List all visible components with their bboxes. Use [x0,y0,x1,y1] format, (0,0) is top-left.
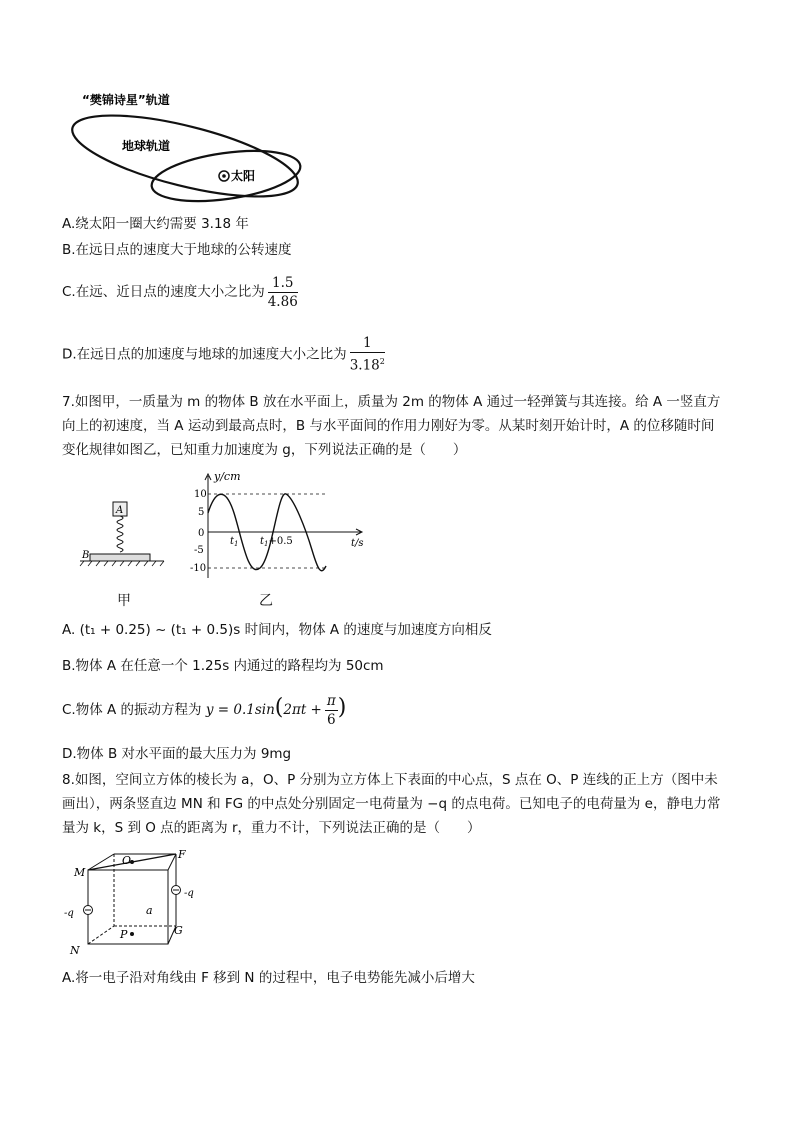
earth-orbit [149,143,304,209]
y-axis-label: y/cm [214,470,241,483]
tick-10: 10 [194,489,207,500]
q6-option-c-fraction: $\frac{1.5}{4.86}$ [267,274,298,310]
q7-option-c: C.物体 A 的振动方程为 y = 0.1sin(2πt + $\frac{\pi}{6}$ ) [62,692,347,728]
tick-0: 0 [198,528,205,539]
q8-stem: 8.如图，空间立方体的棱长为 a，O、P 分别为立方体上下表面的中心点，S 点在 O、P 连线的正上方（图中未画出），两条竖直边 MN 和 FG 的中点处分别固定一电荷量为 −q 的点电荷。已知电子的电荷量为 e，静电力常量为 k，S 到 O 点的距离为 r，重力不计，下列说法正确的是（ ） [62,772,721,836]
q7-eq-fraction: $\frac{\pi}{6}$ [326,692,336,728]
block-b-label: B [82,550,90,561]
comet-orbit [65,99,305,213]
vertex-m-label: M [74,866,86,879]
cube-figure [62,848,202,960]
figure-yi-caption: 乙 [259,593,273,609]
q7-eq-left: y = 0.1sin [205,702,275,718]
q7-option-b: B.物体 A 在任意一个 1.25s 内通过的路程均为 50cm [62,658,384,674]
q6-option-d-text: D.在远日点的加速度与地球的加速度大小之比为 [62,346,347,363]
x-axis-label: t/s [351,538,364,549]
tick-neg5: -5 [194,545,204,556]
q7-eq-inner: 2πt + [283,702,322,718]
edge-a-label: a [146,904,153,917]
q6-option-b: B.在远日点的速度大于地球的公转速度 [62,242,292,258]
displacement-graph [186,470,366,580]
figure-jia-caption: 甲 [117,593,131,609]
q6-option-d-fraction: $\frac{1}{3.18^2}$ [349,335,385,374]
vertex-f-label: F [178,848,186,861]
q7-option-a: A. (t₁ + 0.25) ~ (t₁ + 0.5)s 时间内，物体 A 的速度与加速度方向相反 [62,622,492,638]
tick-neg10: -10 [190,563,207,574]
charge-left-label: -q [64,908,74,919]
q7-stem: 7.如图甲，一质量为 m 的物体 B 放在水平面上，质量为 2m 的物体 A 通过一轻弹簧与其连接。给 A 一竖直方向上的初速度，当 A 运动到最高点时，B 与水平面间的作用力刚好为零。从某时刻开始计时，A 的位移随时间变化规律如图乙，已知重力加速度为 g，下列说法正确的是（ ） [62,394,721,458]
vertex-g-label: G [174,924,183,937]
point-p-label: P [120,928,128,941]
tick-5: 5 [198,507,205,518]
q7-option-d: D.物体 B 对水平面的最大压力为 9mg [62,746,292,762]
t1-plus-label: $t_1+0.5$ [260,536,293,548]
earth-orbit-label: 地球轨道 [122,139,171,153]
q6-option-c [62,272,298,312]
q6-option-a: A.绕太阳一圈大约需要 3.18 年 [62,216,249,232]
charge-right-label: -q [184,888,194,899]
spring-figure [78,498,178,578]
block-a-label: A [116,505,124,516]
comet-orbit-label: “樊锦诗星”轨道 [82,93,170,107]
vertex-n-label: N [70,944,80,957]
sun-label: 太阳 [231,169,256,183]
q8-option-a: A.将一电子沿对角线由 F 移到 N 的过程中，电子电势能先减小后增大 [62,970,475,986]
q6-option-c-text: C.在远、近日点的速度大小之比为 [62,284,265,300]
orbit-figure [60,88,320,213]
t1-label: $t_1$ [230,536,239,548]
q6-option-d [62,334,385,375]
point-o-label: O [122,854,132,867]
